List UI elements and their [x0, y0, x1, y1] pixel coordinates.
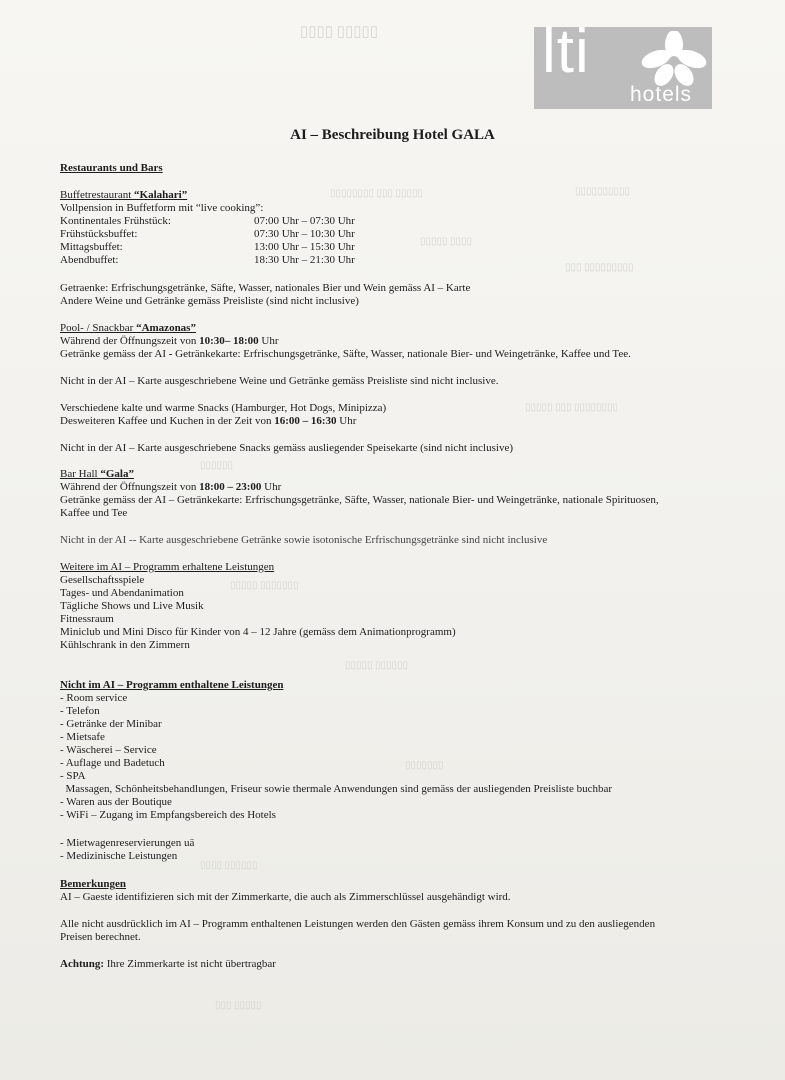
- buffet-title-prefix: Buffetrestaurant: [60, 189, 135, 201]
- pool-drinks-dash: -: [168, 348, 176, 360]
- remarks-text: Preisen berechnet.: [60, 931, 141, 943]
- not-included-item: - Waren aus der Boutique: [60, 796, 172, 808]
- buffet-row-label: Kontinentales Frühstück:: [60, 215, 171, 227]
- buffet-drinks: Getraenke: Erfrischungsgetränke, Säfte, Wasser, nationales Bier und Wein gemäss AI – Karte: [60, 282, 471, 294]
- pool-hours-time: 10:30– 18:00: [199, 335, 259, 347]
- pool-cake-time: 16:00 – 16:30: [274, 415, 337, 427]
- bar-name: “Gala”: [100, 468, 134, 480]
- bar-hours: [60, 481, 281, 494]
- bar-hours-prefix: Während der Öffnungszeit von: [60, 481, 200, 493]
- remarks-text: Alle nicht ausdrücklich im AI – Programm enthaltenen Leistungen werden den Gästen gemäss ihrem Konsum und zu den ausliegenden: [60, 918, 656, 930]
- pool-not-included: Nicht in der AI – Karte ausgeschriebene Weine und Getränke gemäss Preisliste sind nicht inclusive.: [60, 375, 499, 387]
- show-through-texture: ▯▯▯▯▯ ▯▯▯: [215, 1000, 262, 1011]
- flower-icon: [638, 31, 710, 87]
- remarks-heading: Bemerkungen: [60, 878, 126, 890]
- pool-hours: [60, 335, 279, 348]
- buffet-row: [60, 254, 355, 267]
- bar-title: [60, 468, 134, 481]
- pool-snacks: Verschiedene kalte und warme Snacks (Hamburger, Hot Dogs, Minipizza): [60, 402, 387, 414]
- not-included-item: - Medizinische Leistungen: [60, 850, 178, 862]
- show-through-texture: ▯▯▯▯▯▯: [200, 460, 234, 471]
- pool-cake-prefix: Desweiteren Kaffee und Kuchen in der Zeit von: [60, 415, 275, 427]
- included-item: Miniclub und Mini Disco für Kinder von 4 – 12 Jahre (gemäss dem Animationprogramm): [60, 626, 456, 638]
- warning-label: Achtung:: [60, 958, 105, 970]
- lti-hotels-logo: [534, 17, 712, 109]
- not-included-spa-detail: Massagen, Schönheitsbehandlungen, Friseur sowie thermale Anwendungen sind gemäss der ausliegenden Preisliste buchbar: [60, 783, 613, 795]
- included-item: Tages- und Abendanimation: [60, 587, 184, 599]
- show-through-texture: ▯▯▯▯▯▯▯▯▯ ▯▯▯: [565, 262, 634, 273]
- logo-subtitle: hotels: [630, 83, 693, 106]
- pool-drinks: [60, 348, 631, 361]
- show-through-texture: ▯▯▯▯▯▯▯: [405, 760, 444, 771]
- bar-drinks-cont: Kaffee und Tee: [60, 507, 128, 519]
- not-included-item: - WiFi – Zugang im Empfangsbereich des Hotels: [60, 809, 276, 821]
- show-through-texture: ▯▯▯▯▯▯ ▯▯▯▯: [200, 860, 258, 871]
- remarks-text: AI – Gaeste identifizieren sich mit der Zimmerkarte, die auch als Zimmerschlüssel ausgehändigt wird.: [60, 891, 511, 903]
- show-through-texture: ▯▯▯▯▯▯▯▯ ▯▯▯ ▯▯▯▯▯: [525, 402, 619, 413]
- not-included-item: - Mietwagenreservierungen uä: [60, 837, 195, 849]
- warning-text: Ihre Zimmerkarte ist nicht übertragbar: [104, 958, 276, 970]
- not-included-item: - Room service: [60, 692, 128, 704]
- bar-title-prefix: Bar Hall: [60, 468, 101, 480]
- show-through-texture: ▯▯▯▯▯▯ ▯▯▯▯▯: [345, 660, 409, 671]
- buffet-name: “Kalahari”: [134, 189, 188, 201]
- included-item: Fitnessraum: [60, 613, 114, 625]
- not-included-item: - Getränke der Minibar: [60, 718, 162, 730]
- not-included-item: - Mietsafe: [60, 731, 105, 743]
- buffet-row-time: 13:00 Uhr – 15:30 Uhr: [254, 241, 355, 253]
- buffet-row-label: Mittagsbuffet:: [60, 241, 123, 253]
- show-through-texture: ▯▯▯▯▯▯▯▯▯▯: [575, 186, 631, 197]
- buffet-row: [60, 215, 355, 228]
- included-item: Gesellschaftsspiele: [60, 574, 145, 586]
- not-included-heading: Nicht im AI – Programm enthaltene Leistungen: [60, 679, 284, 691]
- pool-drinks-prefix: Getränke gemäss der AI: [60, 348, 169, 360]
- buffet-row-time: 07:00 Uhr – 07:30 Uhr: [254, 215, 355, 227]
- buffet-drinks-extra: Andere Weine und Getränke gemäss Preisliste (sind nicht inclusive): [60, 295, 359, 307]
- pool-hours-prefix: Während der Öffnungszeit von: [60, 335, 200, 347]
- not-included-item: - Telefon: [60, 705, 100, 717]
- included-item: Tägliche Shows und Live Musik: [60, 600, 204, 612]
- remarks-warning: [60, 958, 276, 971]
- show-through-texture: ▯▯▯▯▯ ▯▯▯ ▯▯▯▯▯▯▯▯: [330, 188, 424, 199]
- pool-title: [60, 322, 196, 335]
- pool-cake: [60, 415, 356, 428]
- logo-brand: lti: [542, 17, 590, 86]
- bar-drinks: Getränke gemäss der AI – Getränkekarte: Erfrischungsgetränke, Säfte, Wasser, nationale Bier- und Weingetränke, nationale Spirituosen,: [60, 494, 659, 506]
- included-item: Kühlschrank in den Zimmern: [60, 639, 190, 651]
- buffet-board: Vollpension in Buffetform mit “live cooking”:: [60, 202, 264, 214]
- bar-not-included: Nicht in der AI -- Karte ausgeschriebene Getränke sowie isotonische Erfrischungsgetränke sind nicht inclusive: [60, 534, 548, 546]
- buffet-title: [60, 189, 187, 202]
- bar-hours-suffix: Uhr: [261, 481, 282, 493]
- buffet-row: [60, 241, 355, 254]
- pool-snacks-not-included: Nicht in der AI – Karte ausgeschriebene Snacks gemäss ausliegender Speisekarte (sind nicht inclusive): [60, 442, 513, 454]
- page-title: AI – Beschreibung Hotel GALA: [290, 127, 495, 143]
- buffet-row-label: Frühstücksbuffet:: [60, 228, 138, 240]
- pool-drinks-suffix: Getränkekarte: Erfrischungsgetränke, Säfte, Wasser, nationale Bier- und Weingetränke, Kaffee und Tee.: [175, 348, 631, 360]
- pool-name: “Amazonas”: [136, 322, 196, 334]
- pool-hours-suffix: Uhr: [258, 335, 279, 347]
- buffet-row-time: 07:30 Uhr – 10:30 Uhr: [254, 228, 355, 240]
- buffet-row-time: 18:30 Uhr – 21:30 Uhr: [254, 254, 355, 266]
- not-included-item: - Auflage und Badetuch: [60, 757, 165, 769]
- pool-cake-suffix: Uhr: [336, 415, 357, 427]
- included-heading: Weitere im AI – Programm erhaltene Leistungen: [60, 561, 275, 573]
- section-heading-restaurants: Restaurants und Bars: [60, 162, 163, 174]
- not-included-item: - Wäscherei – Service: [60, 744, 157, 756]
- not-included-item: - SPA: [60, 770, 86, 782]
- buffet-row: [60, 228, 355, 241]
- pool-title-prefix: Pool- / Snackbar: [60, 322, 137, 334]
- show-through-texture: ▯▯▯▯▯▯▯ ▯▯▯▯▯: [230, 580, 299, 591]
- show-through-texture: ▯▯▯▯▯ ▯▯▯▯: [300, 24, 379, 40]
- buffet-row-label: Abendbuffet:: [60, 254, 119, 266]
- show-through-texture: ▯▯▯▯ ▯▯▯▯▯: [420, 236, 473, 247]
- bar-hours-time: 18:00 – 23:00: [199, 481, 262, 493]
